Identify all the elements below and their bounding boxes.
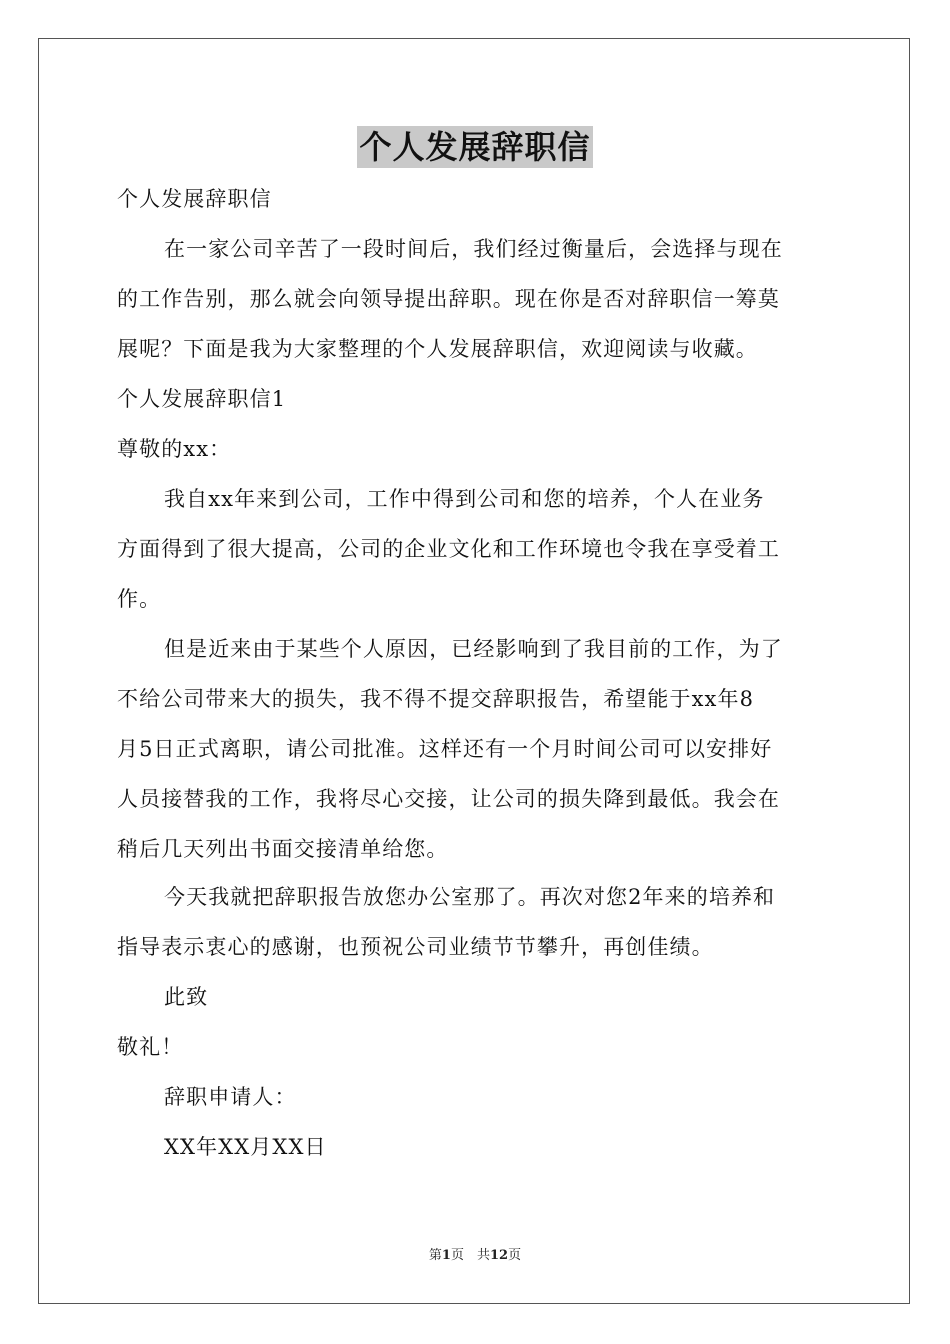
paragraph-line: 作。 — [117, 587, 162, 611]
document-subtitle: 个人发展辞职信 — [117, 187, 272, 211]
paragraph-line: 稍后几天列出书面交接清单给您。 — [117, 837, 449, 861]
intro-line: 的工作告别，那么就会向领导提出辞职。现在你是否对辞职信一筹莫 — [117, 287, 780, 311]
title-container — [0, 126, 950, 168]
page-suffix: 页 — [508, 1248, 522, 1263]
paragraph-line: 月5日正式离职，请公司批准。这样还有一个月时间公司可以安排好 — [117, 737, 773, 761]
page-footer — [0, 1244, 950, 1263]
paragraph-line: 人员接替我的工作，我将尽心交接，让公司的损失降到最低。我会在 — [117, 787, 780, 811]
paragraph-line: 方面得到了很大提高，公司的企业文化和工作环境也令我在享受着工 — [117, 537, 780, 561]
page-total: 12 — [489, 1248, 509, 1263]
closing-line: 此致 — [164, 985, 209, 1009]
closing-line: 敬礼！ — [117, 1035, 184, 1059]
page-border — [38, 38, 910, 1304]
document-title: 个人发展辞职信 — [359, 128, 591, 166]
paragraph-line: 但是近来由于某些个人原因，已经影响到了我目前的工作，为了 — [164, 637, 783, 661]
intro-line: 展呢？下面是我为大家整理的个人发展辞职信，欢迎阅读与收藏。 — [117, 337, 758, 361]
date-line: XX年XX月XX日 — [164, 1135, 327, 1159]
signature-line: 辞职申请人： — [164, 1085, 297, 1109]
paragraph-line: 指导表示衷心的感谢，也预祝公司业绩节节攀升，再创佳绩。 — [117, 935, 714, 959]
paragraph-line: 今天我就把辞职报告放您办公室那了。再次对您2年来的培养和 — [164, 885, 776, 909]
paragraph-line: 不给公司带来大的损失，我不得不提交辞职报告，希望能于xx年8 — [117, 687, 755, 711]
intro-line: 在一家公司辛苦了一段时间后，我们经过衡量后，会选择与现在 — [164, 237, 783, 261]
page-prefix: 第 — [428, 1248, 442, 1263]
paragraph-line: 我自xx年来到公司，工作中得到公司和您的培养，个人在业务 — [164, 487, 765, 511]
page-current: 1 — [441, 1248, 451, 1263]
section-heading: 个人发展辞职信1 — [117, 387, 287, 411]
salutation: 尊敬的xx： — [117, 437, 232, 461]
page-mid: 页 共 — [450, 1248, 490, 1263]
